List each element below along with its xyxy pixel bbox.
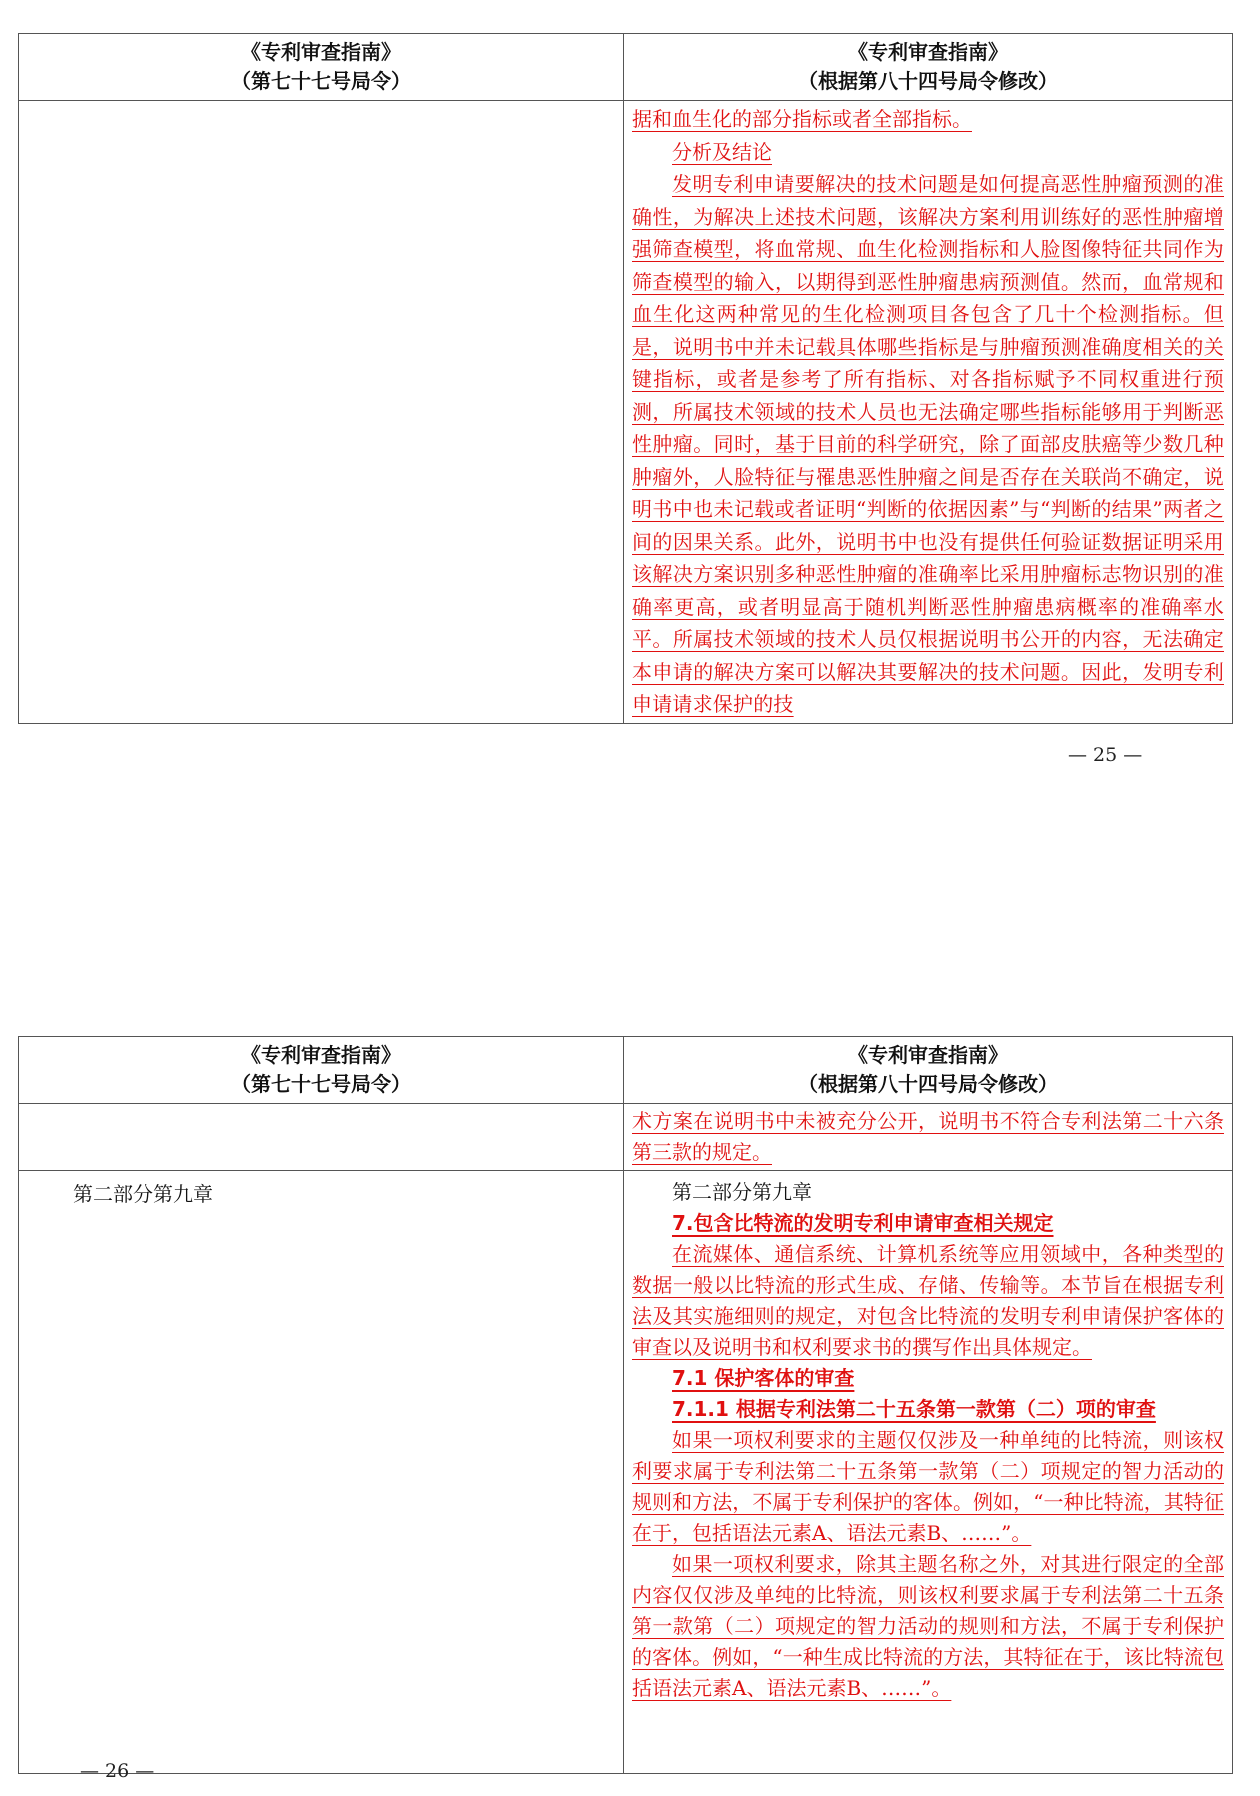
paragraph-analysis: 发明专利申请要解决的技术问题是如何提高恶性肿瘤预测的准确性，为解决上述技术问题，该解决方案利用训练好的恶性肿瘤增强筛查模型，将血常规、血生化检测指标和人脸图像特征共同作为筛查模型的输入，以期得到恶性肿瘤患病预测值。然而，血常规和血生化这两种常见的生化检测项目各包含了几十个检测指标。但是，说明书中并未记载具体哪些指标是与肿瘤预测准确度相关的关键指标，或者是参考了所有指标、对各指标赋予不同权重进行预测，所属技术领域的技术人员也无法确定哪些指标能够用于判断恶性肿瘤。同时，基于目前的科学研究，除了面部皮肤癌等少数几种肿瘤外，人脸特征与罹患恶性肿瘤之间是否存在关联尚不确定，说明书中也未记载或者证明“判断的依据因素”与“判断的结果”两者之间的因果关系。此外，说明书中也没有提供任何验证数据证明采用该解决方案识别多种恶性肿瘤的准确率比采用肿瘤标志物识别的准确率更高，或者明显高于随机判断恶性肿瘤患病概率的准确率水平。所属技术领域的技术人员仅根据说明书公开的内容，无法确定本申请的解决方案可以解决其要解决的技术问题。因此，发明专利申请请求保护的技: [632, 172, 1224, 716]
section-row: [19, 1171, 1233, 1774]
header-left-subtitle: （第七十七号局令）: [231, 1072, 411, 1096]
continuation-row: [19, 1104, 1233, 1171]
heading-7-1: 7.1 保护客体的审查: [672, 1366, 855, 1390]
page-number-25: — 25 —: [1068, 744, 1143, 766]
left-cell-empty: [19, 1104, 624, 1171]
paragraph-7: 在流媒体、通信系统、计算机系统等应用领域中，各种类型的数据一般以比特流的形式生成、存储、传输等。本节旨在根据专利法及其实施细则的规定，对包含比特流的发明专利申请保护客体的审查以及说明书和权利要求书的撰写作出具体规定。: [632, 1242, 1224, 1359]
paragraph: 术方案在说明书中未被充分公开，说明书不符合专利法第二十六条第三款的规定。: [632, 1109, 1224, 1164]
header-left-title: 《专利审查指南》: [241, 40, 401, 64]
header-right-title: 《专利审查指南》: [848, 40, 1008, 64]
page-number-26: — 26 —: [80, 1760, 155, 1782]
comparison-table-p25: [18, 33, 1233, 724]
header-right-subtitle: （根据第八十四号局令修改）: [798, 1072, 1058, 1096]
left-cell: [19, 1171, 624, 1774]
header-row: [19, 34, 1233, 101]
header-right: [624, 34, 1233, 101]
header-right: [624, 1037, 1233, 1104]
right-section-label: 第二部分第九章: [672, 1180, 812, 1204]
left-section-label: 第二部分第九章: [73, 1182, 213, 1206]
left-cell-empty: [19, 101, 624, 724]
paragraph-heading: 分析及结论: [672, 139, 772, 164]
comparison-table-p26: [18, 1036, 1233, 1774]
header-right-subtitle: （根据第八十四号局令修改）: [798, 69, 1058, 93]
right-cell: [624, 1104, 1233, 1171]
heading-7-1-1: 7.1.1 根据专利法第二十五条第一款第（二）项的审查: [672, 1397, 1156, 1421]
page-26: [18, 1036, 1232, 1774]
right-cell: [624, 101, 1233, 724]
header-left-subtitle: （第七十七号局令）: [231, 69, 411, 93]
header-left: [19, 1037, 624, 1104]
paragraph-7-1-1-b: 如果一项权利要求，除其主题名称之外，对其进行限定的全部内容仅仅涉及单纯的比特流，则该权利要求属于专利法第二十五条第一款第（二）项规定的智力活动的规则和方法，不属于专利保护的客体。例如，“一种生成比特流的方法，其特征在于，该比特流包括语法元素A、语法元素B、……”。: [632, 1552, 1224, 1700]
header-left-title: 《专利审查指南》: [241, 1043, 401, 1067]
page-25: [18, 33, 1232, 724]
header-left: [19, 34, 624, 101]
content-row: [19, 101, 1233, 724]
paragraph: 据和血生化的部分指标或者全部指标。: [632, 107, 972, 131]
paragraph-7-1-1-a: 如果一项权利要求的主题仅仅涉及一种单纯的比特流，则该权利要求属于专利法第二十五条第一款第（二）项规定的智力活动的规则和方法，不属于专利保护的客体。例如，“一种比特流，其特征在于，包括语法元素A、语法元素B、……”。: [632, 1428, 1224, 1545]
header-right-title: 《专利审查指南》: [848, 1043, 1008, 1067]
header-row: [19, 1037, 1233, 1104]
heading-7: 7.包含比特流的发明专利申请审查相关规定: [672, 1211, 1054, 1235]
right-cell: [624, 1171, 1233, 1774]
